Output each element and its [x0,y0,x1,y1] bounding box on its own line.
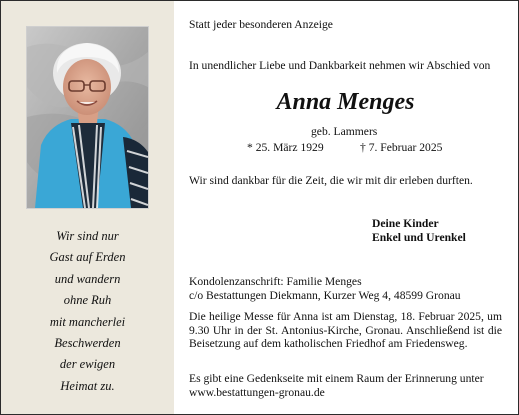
poem-line: Beschwerden [54,336,121,351]
poem-line: mit mancherlei [49,314,126,329]
poem-line: und wandern [54,271,121,286]
condolence-address-line2: c/o Bestattungen Diekmann, Kurzer Weg 4, 48599 Gronau [189,289,461,302]
birth-name: geb. Lammers [311,125,378,138]
memorial-url[interactable]: www.bestattungen-gronau.de [189,386,325,399]
mass-information: Die heilige Messe für Anna ist am Dienstag, 18. Februar 2025, um 9.30 Uhr in der St. Antonius-Kirche, Gronau. Anschließend ist die Beisetzung auf dem katholischen Friedhof am Friedensweg. [189,310,502,351]
poem-line: ohne Ruh [63,293,112,308]
sidebar [1,1,174,414]
mourner-children: Deine Kinder [372,217,439,230]
intro-text: In unendlicher Liebe und Dankbarkeit nehmen wir Abschied von [189,59,491,72]
portrait-illustration [27,27,148,208]
mourner-grandchildren: Enkel und Urenkel [372,231,466,244]
deceased-name: Anna Menges [276,89,415,115]
condolence-address-line1: Kondolenzanschrift: Familie Menges [189,275,362,288]
poem-line: der ewigen [59,357,116,372]
poem-line: Heimat zu. [60,378,115,393]
poem-line: Gast auf Erden [49,250,126,265]
thanks-text: Wir sind dankbar für die Zeit, die wir mit dir erleben durften. [189,174,473,187]
poem-line: Wir sind nur [56,229,119,243]
birth-date: * 25. März 1929 [247,141,324,154]
poem [1,226,174,397]
notice-heading: Statt jeder besonderen Anzeige [189,18,333,31]
memorial-text: Es gibt eine Gedenkseite mit einem Raum der Erinnerung unter [189,372,484,385]
death-date: † 7. Februar 2025 [360,141,443,154]
portrait-photo [27,27,148,208]
